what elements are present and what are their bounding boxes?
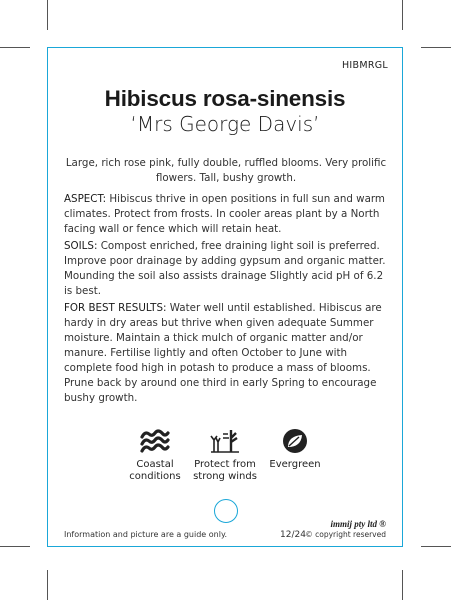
soils-section bbox=[64, 239, 392, 299]
leaf-icon bbox=[280, 428, 310, 454]
plant-cultivar: ‘Mrs George Davis’ bbox=[130, 112, 320, 136]
wind-icon bbox=[210, 428, 240, 454]
crop-mark bbox=[0, 546, 30, 547]
product-code: HIBMRGL bbox=[341, 60, 388, 71]
best-results-text: Water well until established. Hibiscus are hardy in dry areas but thrive when given adequate Summer moisture. Maintain a thick mulch of organic matter and/or manure. Fertilise lightly and often October to June with complete food high in potash to produce a mass of blooms. Prune back by around one third in early Spring to encourage bushy growth. bbox=[64, 302, 382, 404]
plant-description: Large, rich rose pink, fully double, ruffled blooms. Very prolific flowers. Tall, bushy growth. bbox=[65, 157, 387, 184]
soils-label: SOILS: bbox=[64, 240, 98, 252]
icon-label: Coastal conditions bbox=[129, 459, 181, 482]
evergreen bbox=[255, 428, 335, 471]
brand-name: immij pty ltd ® bbox=[330, 519, 386, 529]
crop-mark bbox=[47, 0, 48, 30]
aspect-text: Hibiscus thrive in open positions in full sun and warm climates. Protect from frosts. In cooler areas plant by a North facing wall or fence which will retain heat. bbox=[64, 193, 385, 235]
disclaimer-text: Information and picture are a guide only. bbox=[64, 530, 228, 539]
aspect-label: ASPECT: bbox=[64, 193, 107, 205]
crop-mark bbox=[402, 0, 403, 30]
crop-mark bbox=[47, 570, 48, 600]
best-results-section bbox=[64, 301, 392, 406]
plant-title: Hibiscus rosa-sinensis bbox=[104, 86, 346, 111]
page-number: 12/24 bbox=[280, 530, 306, 540]
coastal-conditions bbox=[115, 428, 195, 483]
protect-from-winds bbox=[185, 428, 265, 483]
copyright-text: © copyright reserved bbox=[305, 530, 386, 539]
soils-text: Compost enriched, free draining light soil is preferred. Improve poor drainage by adding gypsum and organic matter. Mounding the soil also assists drainage Slightly acid pH of 6.2 is best. bbox=[64, 240, 386, 297]
crop-mark bbox=[421, 47, 451, 48]
crop-mark bbox=[402, 570, 403, 600]
plant-label-card bbox=[47, 47, 403, 547]
crop-mark bbox=[0, 47, 30, 48]
registration-circle bbox=[214, 499, 238, 523]
aspect-section bbox=[64, 192, 392, 237]
waves-icon bbox=[140, 428, 170, 454]
icon-label: Protect from strong winds bbox=[193, 459, 257, 482]
icon-label: Evergreen bbox=[269, 459, 321, 470]
best-results-label: FOR BEST RESULTS: bbox=[64, 302, 167, 314]
crop-mark bbox=[421, 546, 451, 547]
